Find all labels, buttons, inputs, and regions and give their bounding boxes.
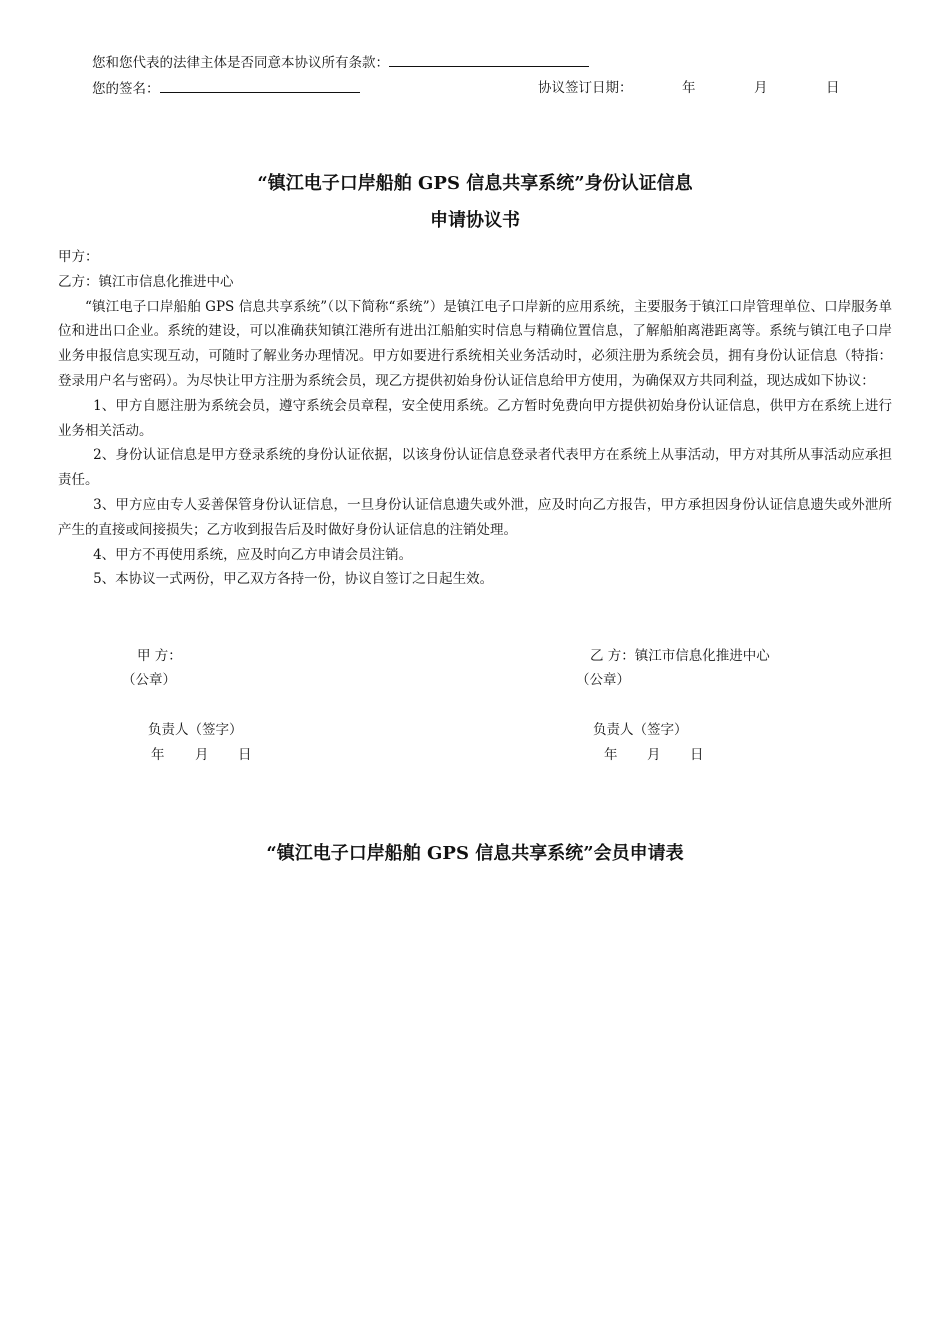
- party-b-sign-label: 乙 方：镇江市信息化推进中心: [590, 648, 770, 664]
- sign-date-month: 月: [754, 80, 768, 96]
- party-b-date-day: 日: [690, 747, 704, 763]
- party-b-date-year: 年: [604, 747, 618, 763]
- party-a-date-month: 月: [195, 747, 209, 763]
- agreement-title-line2: 申请协议书: [430, 210, 520, 231]
- party-a-date-day: 日: [238, 747, 252, 763]
- party-a-sign-label: 甲 方：: [137, 648, 182, 664]
- sign-date-label: 协议签订日期：: [538, 80, 633, 96]
- agree-label: 您和您代表的法律主体是否同意本协议所有条款：: [92, 55, 389, 71]
- party-a-date-year: 年: [151, 747, 165, 763]
- membership-form-title: “镇江电子口岸船舶 GPS 信息共享系统”会员申请表: [266, 843, 684, 864]
- agreement-intro: “镇江电子口岸船舶 GPS 信息共享系统”（以下简称“系统”）是镇江电子口岸新的应用系统，主要服务于镇江口岸管理单位、口岸服务单位和进出口企业。系统的建设，可以准确获知镇江港所有进出江船舶实时信息与精确位置信息，了解船舶离港距离等。系统与镇江电子口岸业务申报信息实现互动，可随时了解业务办理情况。甲方如要进行系统相关业务活动时，必须注册为系统会员，拥有身份认证信息（特指：登录用户名与密码）。为尽快让甲方注册为系统会员，现乙方提供初始身份认证信息给甲方使用，为确保双方共同利益，现达成如下协议：: [58, 298, 892, 389]
- party-b-seal: （公章）: [576, 672, 630, 688]
- party-b-responsible: 负责人（签字）: [593, 722, 688, 738]
- clause-5: 5、本协议一式两份，甲乙双方各持一份，协议自签订之日起生效。: [93, 571, 494, 588]
- clause-4: 4、甲方不再使用系统，应及时向乙方申请会员注销。: [93, 546, 413, 563]
- agreement-title-line1: “镇江电子口岸船舶 GPS 信息共享系统”身份认证信息: [257, 173, 693, 194]
- signature-label: 您的签名：: [92, 81, 160, 97]
- clause-2: 2、身份认证信息是甲方登录系统的身份认证依据，以该身份认证信息登录者代表甲方在系统上从事活动，甲方对其所从事活动应承担责任。: [58, 447, 892, 489]
- party-b-date-month: 月: [647, 747, 661, 763]
- sign-date-day: 日: [826, 80, 840, 96]
- agree-question-row: [92, 52, 589, 73]
- party-b: 乙方：镇江市信息化推进中心: [58, 273, 234, 290]
- agreement-body: [58, 245, 892, 592]
- party-a: 甲方：: [58, 249, 99, 265]
- clause-1: 1、甲方自愿注册为系统会员，遵守系统会员章程，安全使用系统。乙方暂时免费向甲方提供初始身份认证信息，供甲方在系统上进行业务相关活动。: [58, 397, 892, 439]
- clause-3: 3、甲方应由专人妥善保管身份认证信息，一旦身份认证信息遗失或外泄，应及时向乙方报告，甲方承担因身份认证信息遗失或外泄所产生的直接或间接损失；乙方收到报告后及时做好身份认证信息的注销处理。: [58, 496, 892, 538]
- party-a-responsible: 负责人（签字）: [148, 722, 243, 738]
- party-a-seal: （公章）: [122, 672, 176, 688]
- signature-row: [92, 78, 360, 99]
- sign-date-year: 年: [682, 80, 696, 96]
- agree-answer-line[interactable]: [389, 52, 589, 67]
- signature-line[interactable]: [160, 78, 360, 93]
